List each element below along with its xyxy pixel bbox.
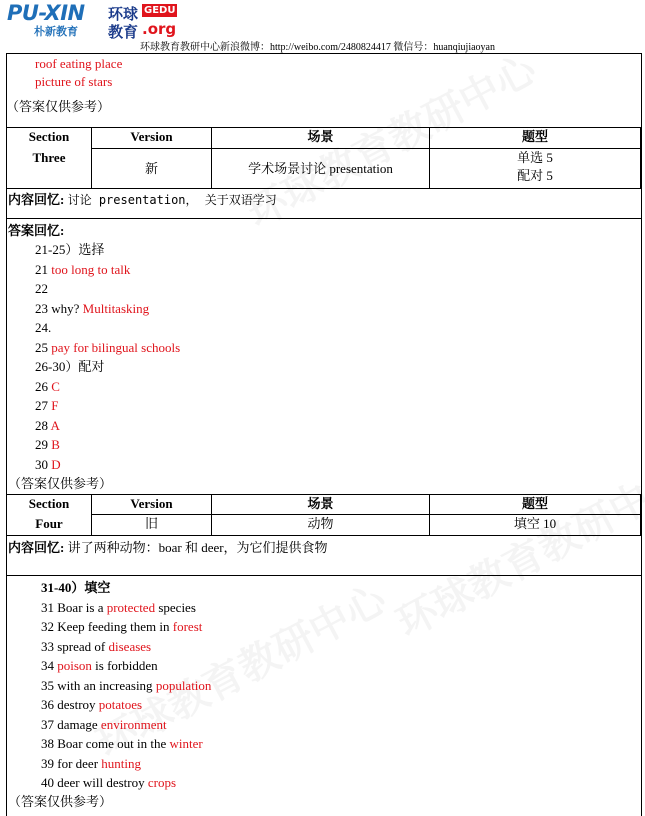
answer-row <box>35 340 180 356</box>
recall-label: 内容回忆: <box>8 540 65 555</box>
section-header-label: Section <box>28 129 70 144</box>
answer-value: hunting <box>101 756 142 771</box>
match-letter: F <box>51 398 59 413</box>
recall-row <box>8 192 277 208</box>
answer-pre: why? <box>51 301 80 316</box>
type-value: 单选 5 <box>517 150 553 165</box>
match-num: 30 <box>35 457 48 472</box>
answer-pre: for deer <box>57 756 99 771</box>
section-name-cell <box>7 149 92 189</box>
answer-post: species <box>158 600 196 615</box>
section-name: Three <box>32 149 66 165</box>
answer-num: 38 <box>41 736 54 751</box>
answer-pre: Boar is a <box>57 600 104 615</box>
scene-value: 学术场景讨论 presentation <box>248 160 393 176</box>
answer-num: 40 <box>41 775 54 790</box>
match-row <box>35 418 60 434</box>
answer-row <box>41 756 141 772</box>
version-header-label: Version <box>130 129 173 144</box>
answer-row <box>35 301 149 317</box>
match-letter: B <box>51 437 60 452</box>
answer-row <box>41 619 202 635</box>
answer-num: 34 <box>41 658 54 673</box>
answer-num: 22 <box>35 281 48 296</box>
answer-row <box>35 281 48 297</box>
scene-header-label: 场景 <box>307 129 334 144</box>
section-header-label: Section <box>28 496 70 511</box>
recall-label: 内容回忆: <box>8 192 65 207</box>
match-row <box>35 457 61 473</box>
type-header-label: 题型 <box>521 129 548 144</box>
match-num: 27 <box>35 398 48 413</box>
puxin-logo-text: PU-XIN <box>7 1 85 25</box>
answer-row <box>41 600 196 616</box>
section-header-cell <box>7 495 92 515</box>
answer-value: crops <box>147 775 177 790</box>
type-header-cell <box>430 495 641 515</box>
section3-info-table <box>6 127 641 189</box>
answer-row <box>41 678 211 694</box>
answer-value: environment <box>100 717 167 732</box>
answer-value: potatoes <box>98 697 143 712</box>
page-header <box>0 0 645 54</box>
section-name: Four <box>35 515 63 531</box>
group-title: 21-25）选择 <box>35 242 105 257</box>
answer-num: 37 <box>41 717 54 732</box>
answer-post: is forbidden <box>95 658 158 673</box>
scene-cell <box>212 149 430 189</box>
answer-row <box>35 262 130 278</box>
answer-value: too long to talk <box>51 262 131 277</box>
answer-value: pay for bilingual schools <box>51 340 181 355</box>
version-cell <box>92 515 212 536</box>
divider <box>6 575 641 576</box>
type-value: 配对 5 <box>517 168 553 183</box>
version-header-cell <box>92 128 212 149</box>
section-name-cell <box>7 515 92 536</box>
gedu-logo-badge: GEDU <box>144 5 176 16</box>
puxin-logo <box>7 1 85 38</box>
answer-num: 24. <box>35 320 52 335</box>
answer-value: winter <box>169 736 203 751</box>
scene-header-cell <box>212 495 430 515</box>
match-letter: C <box>51 379 60 394</box>
group-title: 26-30）配对 <box>35 359 105 374</box>
puxin-logo-subtext: 朴新教育 <box>34 25 78 38</box>
answer-row <box>41 639 151 655</box>
answer-pre: spread of <box>57 639 106 654</box>
version-value: 新 <box>144 160 158 176</box>
scene-value: 动物 <box>307 516 334 531</box>
answer-note: （答案仅供参考） <box>8 476 113 491</box>
type-value: 填空 10 <box>513 516 557 531</box>
answer-pre: with an increasing <box>57 678 153 693</box>
match-row <box>35 379 60 395</box>
recall-row <box>8 540 328 556</box>
match-num: 26 <box>35 379 48 394</box>
match-letter: D <box>51 457 61 472</box>
answer-note: （答案仅供参考） <box>8 794 113 809</box>
scene-header-label: 场景 <box>307 496 334 511</box>
answer-value: protected <box>106 600 156 615</box>
answer-value: poison <box>57 658 92 673</box>
match-num: 29 <box>35 437 48 452</box>
match-letter: A <box>50 418 60 433</box>
match-row <box>35 437 60 453</box>
answer-num: 33 <box>41 639 54 654</box>
scene-cell <box>212 515 430 536</box>
answer-pre: deer will destroy <box>57 775 145 790</box>
scene-header-cell <box>212 128 430 149</box>
group-title: 31-40）填空 <box>41 580 111 595</box>
match-num: 28 <box>35 418 48 433</box>
answer-row <box>35 320 51 336</box>
answer-num: 39 <box>41 756 54 771</box>
header-info-line: 环球教育教研中心新浪微博：http://weibo.com/2480824417 微信号：huanqiujiaoyan <box>140 42 495 53</box>
answer-row <box>41 775 176 791</box>
answer-note: （答案仅供参考） <box>6 99 111 114</box>
answer-num: 32 <box>41 619 54 634</box>
type-cell <box>430 149 641 189</box>
answer-row <box>41 697 142 713</box>
type-cell <box>430 515 641 536</box>
gedu-logo-cn1: 环球 <box>108 5 139 23</box>
answer-row <box>41 736 203 752</box>
version-value: 旧 <box>144 516 158 531</box>
answer-num: 35 <box>41 678 54 693</box>
section2-answer-line: roof eating place <box>35 56 123 71</box>
version-header-label: Version <box>130 496 173 511</box>
answer-pre: damage <box>57 717 98 732</box>
version-header-cell <box>92 495 212 515</box>
type-header-label: 题型 <box>521 496 548 511</box>
answer-row <box>41 717 167 733</box>
recall-text: 讲了两种动物：boar 和 deer，为它们提供食物 <box>67 540 328 555</box>
section4-info-table <box>6 494 641 536</box>
answer-value: forest <box>172 619 203 634</box>
recall-text: 讨论 presentation， 关于双语学习 <box>67 193 277 207</box>
type-header-cell <box>430 128 641 149</box>
gedu-logo-org: .org <box>142 20 177 38</box>
answer-pre: destroy <box>57 697 96 712</box>
answer-num: 23 <box>35 301 48 316</box>
section2-answer-line: picture of stars <box>35 74 113 89</box>
answer-num: 25 <box>35 340 48 355</box>
gedu-logo-cn2: 教育 <box>108 23 139 41</box>
answer-num: 36 <box>41 697 54 712</box>
answer-value: Multitasking <box>82 301 150 316</box>
answer-pre: Boar come out in the <box>57 736 167 751</box>
answer-pre: Keep feeding them in <box>57 619 170 634</box>
answer-value: diseases <box>108 639 152 654</box>
version-cell <box>92 149 212 189</box>
answer-num: 31 <box>41 600 54 615</box>
gedu-logo <box>104 2 177 41</box>
match-row <box>35 398 58 414</box>
answer-label: 答案回忆: <box>8 223 65 238</box>
section-header-cell <box>7 128 92 149</box>
answer-value: population <box>155 678 212 693</box>
answer-row <box>41 658 158 674</box>
answer-num: 21 <box>35 262 48 277</box>
divider <box>6 218 641 219</box>
